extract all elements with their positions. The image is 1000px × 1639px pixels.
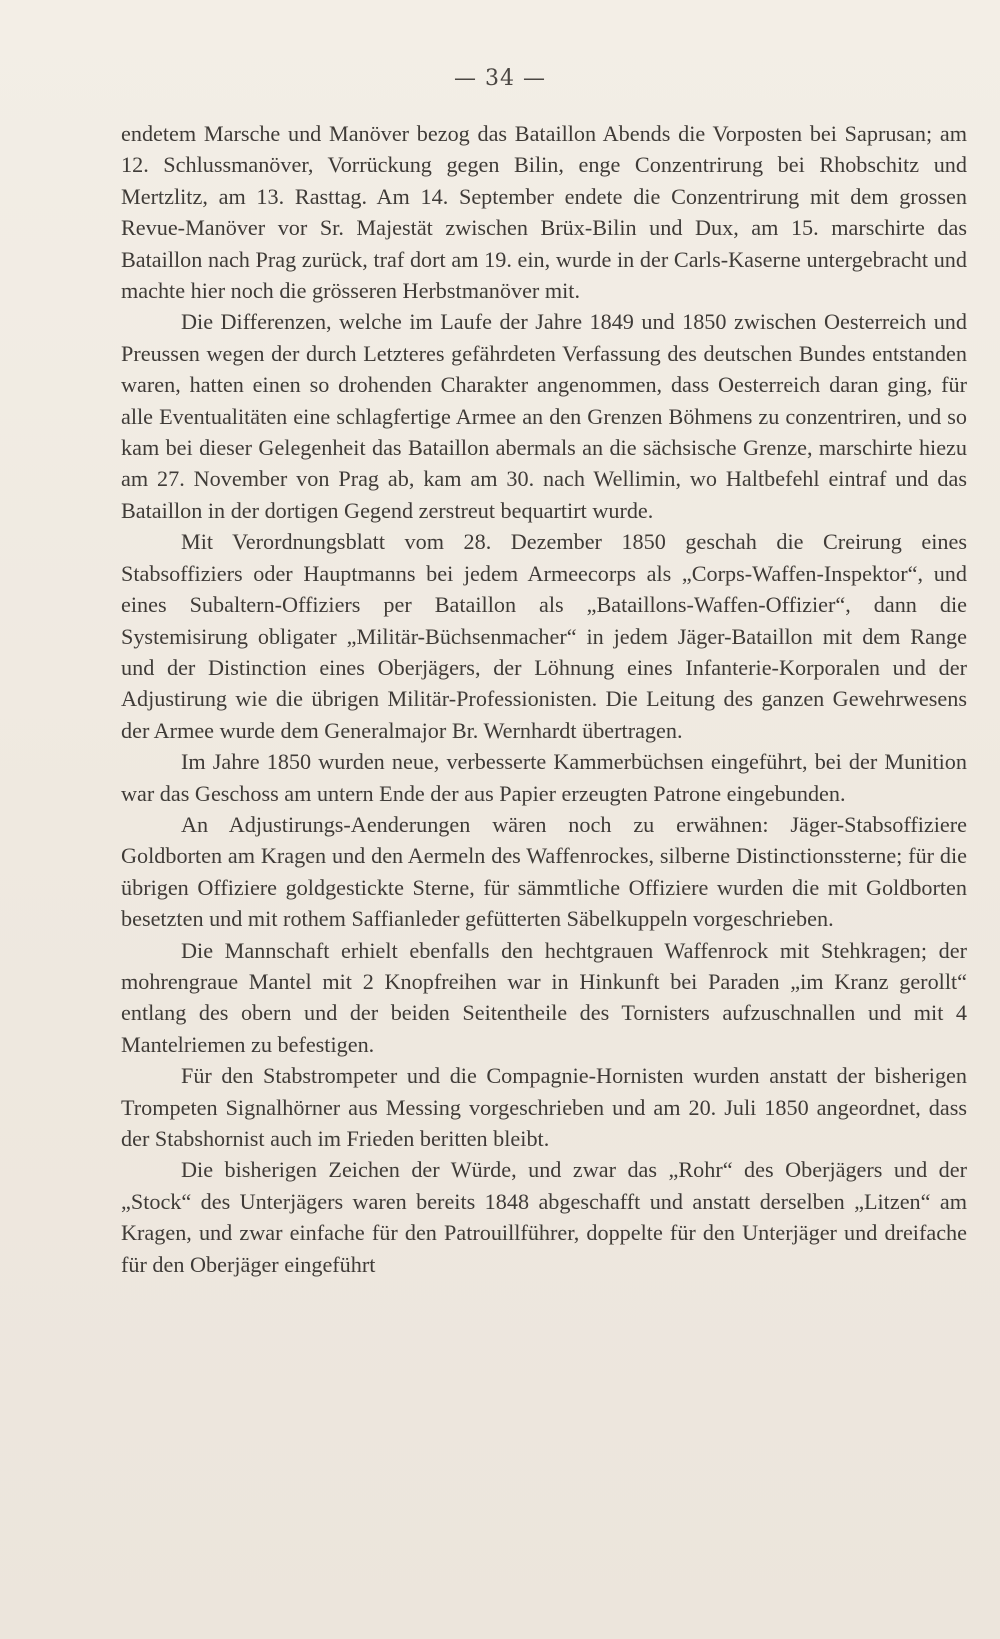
paragraph: An Adjustirungs-Aenderungen wären noch zu erwähnen: Jäger-Stabsoffiziere Goldborten am Kragen und den Aermeln des Waffenrockes, silberne Distinctionssterne; für die übrigen Offiziere goldgestickte Sterne, für sämmtliche Offiziere wurden die mit Goldborten besetzten und mit rothem Saffianleder gefütterten Säbelkuppeln vorgeschrieben. — [121, 811, 967, 932]
paragraph: Im Jahre 1850 wurden neue, verbesserte Kammerbüchsen eingeführt, bei der Munition war das Geschoss am untern Ende der aus Papier erzeugten Patrone eingebunden. — [121, 749, 967, 806]
paragraph: Für den Stabstrompeter und die Compagnie-Hornisten wurden anstatt der bisherigen Trompeten Signalhörner aus Messing vorgeschrieben und am 20. Juli 1850 angeordnet, dass der Stabshornist auch im Frieden beritten bleibt. — [121, 1063, 967, 1151]
paragraph: endetem Marsche und Manöver bezog das Bataillon Abends die Vorposten bei Saprusan; am 12. Schlussmanöver, Vorrückung gegen Bilin, enge Conzentrirung bei Rhobschitz und Mertzlitz, am 13. Rasttag. Am 14. September endete die Conzentrirung mit dem grossen Revue-Manöver vor Sr. Majestät zwischen Brüx-Bilin und Dux, am 15. marschirte das Bataillon nach Prag zurück, traf dort am 19. ein, wurde in der Carls-Kaserne untergebracht und machte hier noch die grösseren Herbstmanöver mit. — [121, 121, 967, 304]
paragraph: Die Differenzen, welche im Laufe der Jahre 1849 und 1850 zwischen Oesterreich und Preussen wegen der durch Letzteres gefährdeten Verfassung des deutschen Bundes entstanden waren, hatten einen so drohenden Charakter angenommen, dass Oesterreich daran ging, für alle Eventualitäten eine schlagfertige Armee an den Grenzen Böhmens zu conzentriren, und so kam bei dieser Gelegenheit das Bataillon abermals an die sächsische Grenze, marschirte hiezu am 27. November von Prag ab, kam am 30. nach Wellimin, wo Haltbefehl eintraf und das Bataillon in der dortigen Gegend zerstreut bequartirt wurde. — [121, 309, 967, 523]
page-number: — 34 — — [454, 66, 546, 91]
body-text — [121, 118, 967, 1280]
paragraph: Mit Verordnungsblatt vom 28. Dezember 1850 geschah die Creirung eines Stabsoffiziers oder Hauptmanns bei jedem Armeecorps als „Corps-Waffen-Inspektor“, und eines Subaltern-Offiziers per Bataillon als „Bataillons-Waffen-Offizier“, dann die Systemisirung obligater „Militär-Büchsenmacher“ in jedem Jäger-Bataillon mit dem Range und der Distinction eines Oberjägers, der Löhnung eines Infanterie-Korporalen und der Adjustirung wie die übrigen Militär-Professionisten. Die Leitung des ganzen Gewehrwesens der Armee wurde dem Generalmajor Br. Wernhardt übertragen. — [121, 529, 967, 743]
paragraph: Die bisherigen Zeichen der Würde, und zwar das „Rohr“ des Oberjägers und der „Stock“ des Unterjägers waren bereits 1848 abgeschafft und anstatt derselben „Litzen“ am Kragen, und zwar einfache für den Patrouillführer, doppelte für den Unterjäger und dreifache für den Oberjäger eingeführt — [121, 1157, 967, 1277]
paragraph: Die Mannschaft erhielt ebenfalls den hechtgrauen Waffenrock mit Stehkragen; der mohrengraue Mantel mit 2 Knopfreihen war in Hinkunft bei Paraden „im Kranz gerollt“ entlang des obern und der beiden Seitentheile des Tornisters aufzuschnallen und mit 4 Mantelriemen zu befestigen. — [121, 937, 967, 1057]
